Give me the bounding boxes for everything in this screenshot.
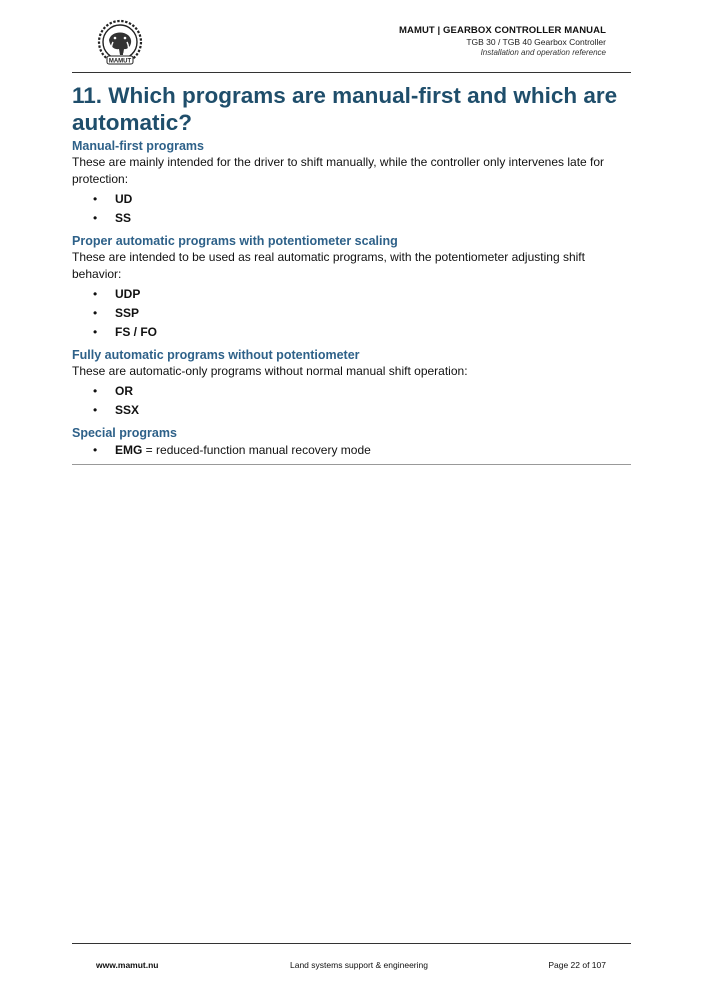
document-header xyxy=(399,25,606,58)
svg-text:MAMUT: MAMUT xyxy=(108,58,132,65)
bullet-icon: • xyxy=(93,192,98,206)
list-item: • OR xyxy=(72,382,630,401)
list-item: • UD xyxy=(72,190,630,209)
section-title-special: Special programs xyxy=(72,426,177,440)
section-title-manual-first: Manual-first programs xyxy=(72,139,204,153)
page-title: 11. Which programs are manual-first and which are automatic? xyxy=(72,83,618,135)
bullet-icon: • xyxy=(93,325,98,339)
header-title: MAMUT | GEARBOX CONTROLLER MANUAL xyxy=(398,25,606,36)
content-divider xyxy=(72,464,631,465)
section-text-automatic-potentiometer: These are intended to be used as real automatic programs, with the potentiometer adjusting shift behavior: xyxy=(72,250,585,281)
footer-divider xyxy=(72,943,631,944)
section-text-manual-first: These are mainly intended for the driver to shift manually, while the controller only intervenes late for protection: xyxy=(72,155,605,186)
section-title-fully-automatic: Fully automatic programs without potentiometer xyxy=(72,348,360,362)
footer-tagline: Land systems support & engineering xyxy=(290,960,428,970)
program-list-fully-automatic xyxy=(72,382,630,420)
list-item: • SS xyxy=(72,209,630,228)
bullet-icon: • xyxy=(93,384,98,398)
header-note: Installation and operation reference xyxy=(480,48,606,57)
bullet-icon: • xyxy=(93,287,98,301)
bullet-icon: • xyxy=(93,443,98,457)
list-item: • EMG = reduced-function manual recovery mode xyxy=(72,441,630,460)
program-list-automatic-potentiometer xyxy=(72,285,630,342)
bullet-icon: • xyxy=(93,306,98,320)
mamut-emblem-icon xyxy=(94,18,146,66)
program-list-manual-first xyxy=(72,190,630,228)
mamut-logo xyxy=(94,18,146,66)
bullet-icon: • xyxy=(93,403,98,417)
section-title-automatic-potentiometer: Proper automatic programs with potentiometer scaling xyxy=(72,234,398,248)
list-item: • UDP xyxy=(72,285,630,304)
bullet-icon: • xyxy=(93,211,98,225)
list-item: • FS / FO xyxy=(72,323,630,342)
footer-page-number: Page 22 of 107 xyxy=(548,960,606,970)
list-item: • SSP xyxy=(72,304,630,323)
program-list-special xyxy=(72,441,630,460)
section-text-fully-automatic: These are automatic-only programs without normal manual shift operation: xyxy=(72,364,468,378)
header-subtitle: TGB 30 / TGB 40 Gearbox Controller xyxy=(466,37,606,47)
header-divider xyxy=(72,72,631,73)
main-content xyxy=(72,82,630,460)
footer-website: www.mamut.nu xyxy=(96,960,159,970)
list-item: • SSX xyxy=(72,401,630,420)
